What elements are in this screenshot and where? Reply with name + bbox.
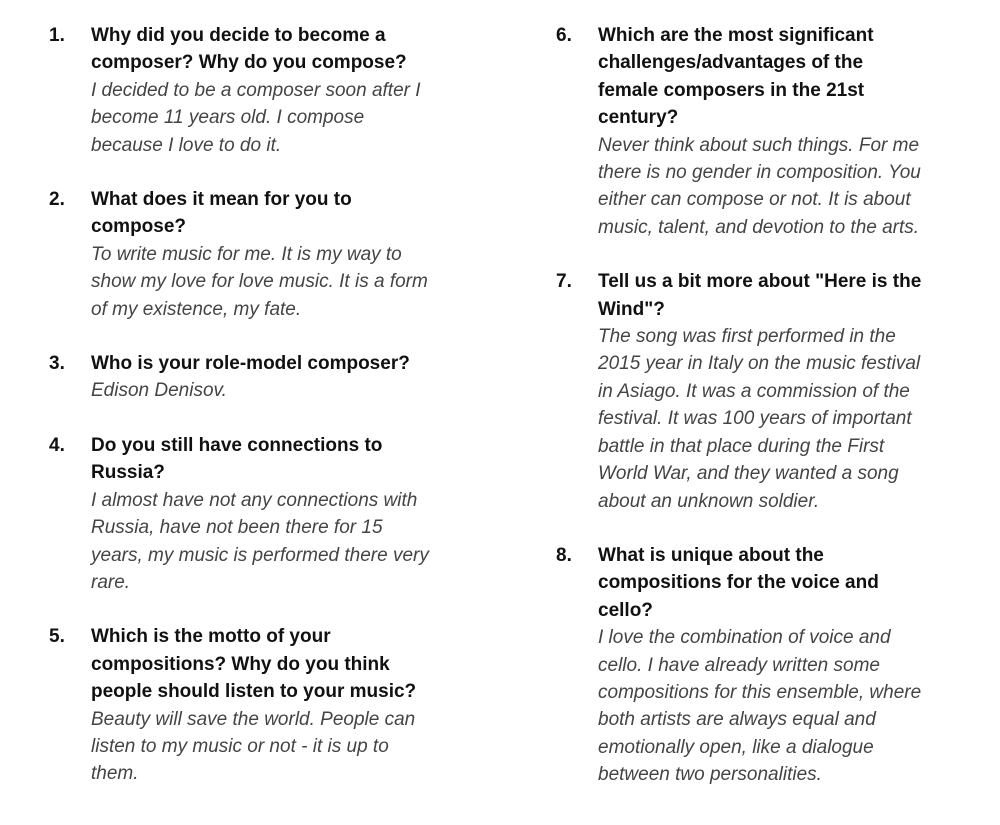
qa-item-3: [49, 350, 489, 405]
question-text: [91, 350, 489, 377]
question-line: compose?: [91, 216, 187, 238]
qa-item-4: [49, 432, 489, 596]
question-line: Who is your role-model composer?: [91, 353, 410, 375]
question-number: 5.: [49, 626, 65, 648]
answer-text: [598, 132, 996, 242]
answer-line: World War, and they wanted a song: [598, 463, 899, 485]
question-line: Tell us a bit more about "Here is the: [598, 271, 922, 293]
answer-line: become 11 years old. I compose: [91, 107, 365, 129]
qa-item-6: [556, 22, 996, 241]
question-number: 3.: [49, 353, 65, 375]
question-text: [598, 22, 996, 132]
answer-line: listen to my music or not - it is up to: [91, 735, 389, 757]
question-number: 2.: [49, 189, 65, 211]
answer-line: Beauty will save the world. People can: [91, 708, 416, 730]
answer-line: them.: [91, 763, 139, 785]
right-column: [556, 22, 996, 789]
question-line: compositions? Why do you think: [91, 653, 390, 675]
answer-line: show my love for love music. It is a form: [91, 271, 428, 293]
answer-line: because I love to do it.: [91, 134, 282, 156]
answer-line: years, my music is performed there very: [91, 544, 429, 566]
question-number: 8.: [556, 544, 572, 566]
answer-text: [91, 377, 489, 404]
answer-text: [91, 487, 489, 597]
question-line: Which is the motto of your: [91, 626, 331, 648]
question-line: challenges/advantages of the: [598, 52, 864, 74]
answer-line: in Asiago. It was a commission of the: [598, 380, 910, 402]
answer-line: there is no gender in composition. You: [598, 162, 921, 184]
question-number: 1.: [49, 25, 65, 46]
question-line: female composers in the 21st: [598, 79, 865, 101]
answer-text: [91, 241, 489, 323]
question-number: 6.: [556, 25, 572, 46]
answer-line: cello. I have already written some: [598, 654, 880, 676]
answer-line: between two personalities.: [598, 764, 822, 786]
question-text: [91, 22, 489, 77]
answer-line: I almost have not any connections with: [91, 489, 418, 511]
answer-line: Edison Denisov.: [91, 380, 227, 402]
qa-item-2: [49, 186, 489, 323]
answer-line: music, talent, and devotion to the arts.: [598, 216, 920, 238]
answer-line: both artists are always equal and: [598, 709, 876, 731]
answer-line: 2015 year in Italy on the music festival: [598, 353, 921, 375]
question-line: Do you still have connections to: [91, 434, 383, 456]
question-line: What is unique about the: [598, 544, 824, 566]
question-number: 4.: [49, 434, 65, 456]
answer-text: [598, 624, 996, 788]
question-text: [91, 186, 489, 241]
answer-text: [598, 323, 996, 515]
question-number: 7.: [556, 271, 572, 293]
qa-item-1: [49, 22, 489, 159]
answer-line: compositions for this ensemble, where: [598, 681, 922, 703]
question-line: compositions for the voice and: [598, 572, 879, 594]
answer-line: of my existence, my fate.: [91, 298, 302, 320]
qa-item-7: [556, 268, 996, 515]
question-line: Russia?: [91, 462, 165, 484]
answer-text: [91, 706, 489, 788]
answer-line: I decided to be a composer soon after I: [91, 79, 421, 101]
answer-line: festival. It was 100 years of important: [598, 408, 912, 430]
answer-line: either can compose or not. It is about: [598, 189, 911, 211]
answer-text: [91, 77, 489, 159]
question-line: century?: [598, 107, 679, 129]
question-line: cello?: [598, 599, 653, 621]
question-line: Wind"?: [598, 298, 665, 320]
answer-line: emotionally open, like a dialogue: [598, 736, 874, 758]
question-text: [598, 268, 996, 323]
answer-line: about an unknown soldier.: [598, 490, 820, 512]
answer-line: I love the combination of voice and: [598, 627, 891, 649]
answer-line: Russia, have not been there for 15: [91, 517, 383, 539]
question-text: [598, 542, 996, 624]
question-text: [91, 432, 489, 487]
question-text: [91, 623, 489, 705]
question-line: Why did you decide to become a: [91, 25, 386, 46]
qa-item-5: [49, 623, 489, 787]
question-line: What does it mean for you to: [91, 189, 352, 211]
question-line: composer? Why do you compose?: [91, 52, 407, 74]
left-column: [49, 22, 489, 788]
answer-line: battle in that place during the First: [598, 435, 885, 457]
qa-item-8: [556, 542, 996, 789]
answer-line: To write music for me. It is my way to: [91, 243, 402, 265]
question-line: Which are the most significant: [598, 25, 874, 46]
answer-line: Never think about such things. For me: [598, 134, 920, 156]
question-line: people should listen to your music?: [91, 681, 417, 703]
answer-line: The song was first performed in the: [598, 326, 896, 348]
answer-line: rare.: [91, 571, 131, 593]
